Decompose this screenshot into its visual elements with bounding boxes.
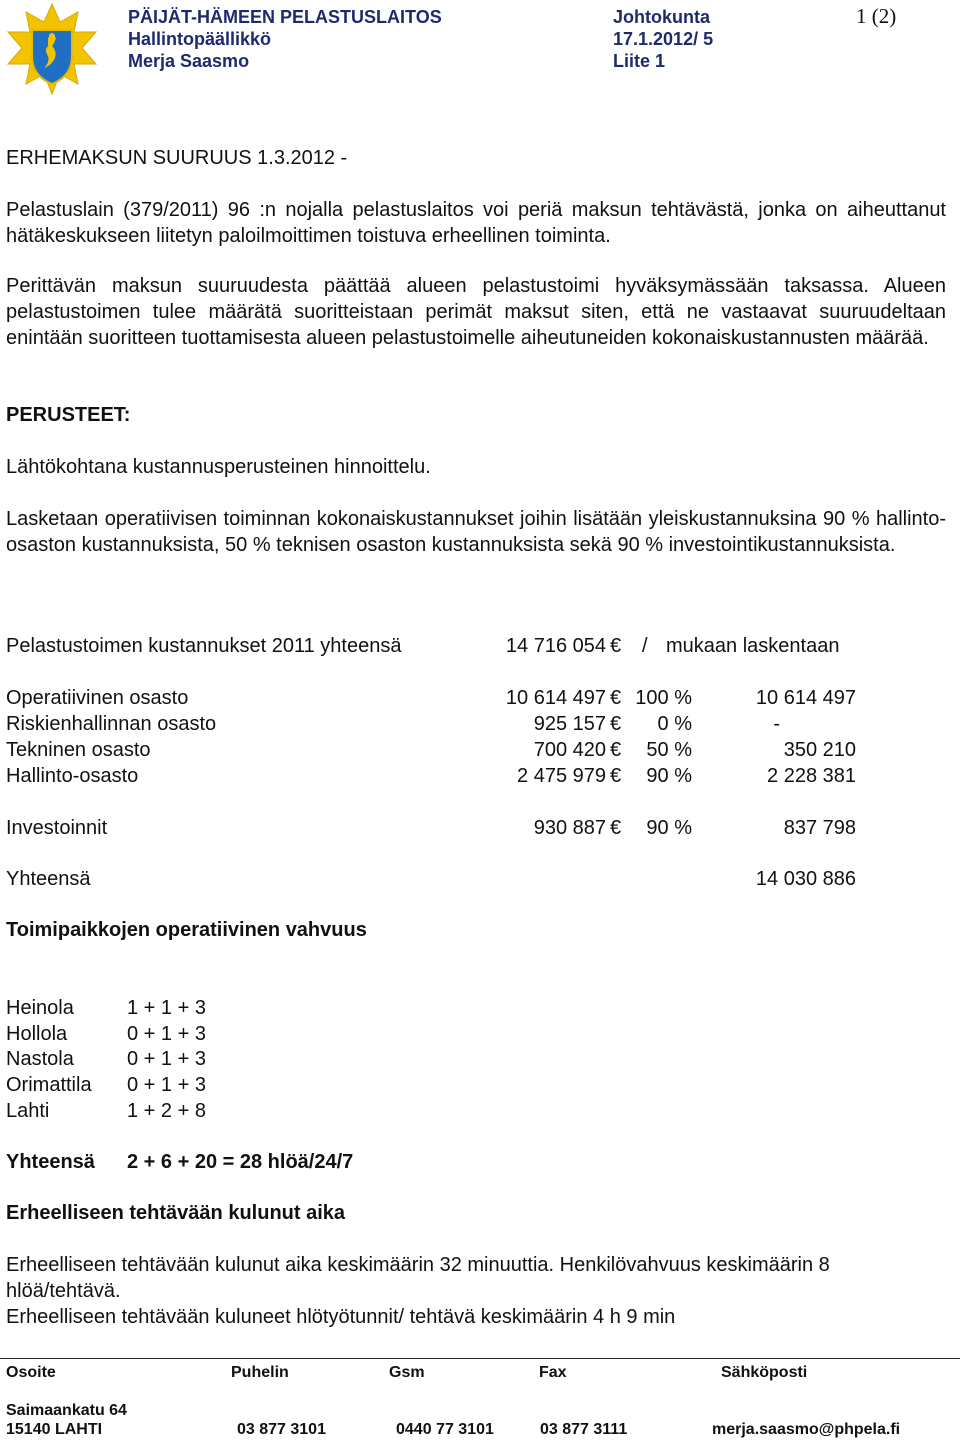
footer-city: 15140 LAHTI [6,1421,103,1438]
cost-row-percent: 100 % [635,687,692,709]
included-column-label: mukaan laskentaan [666,635,840,657]
intro-paragraph: Pelastuslain (379/2011) 96 :n nojalla pelastuslaitos voi periä maksun tehtävästä, jonka on aiheuttanut hätäkeskukseen liitetyn paloilmoittimen toistuva erheellinen toiminta. [6,199,946,247]
footer-street: Saimaankatu 64 [6,1402,127,1419]
cost-row-value: 925 157 [533,713,606,735]
station-strength: 0 + 1 + 3 [127,1023,206,1045]
footer-gsm-label: Gsm [389,1364,425,1381]
header-attachment: Liite 1 [613,51,666,71]
station-name: Nastola [6,1048,74,1070]
header-org: PÄIJÄT-HÄMEEN PELASTUSLAITOS [128,7,442,27]
euro-sign: € [610,817,622,839]
document-title: ERHEMAKSUN SUURUUS 1.3.2012 - [6,147,348,169]
investments-percent: 90 % [646,817,692,839]
basis-paragraph: Lähtökohtana kustannusperusteinen hinnoittelu. [6,456,431,478]
header-date-ref: 17.1.2012/ 5 [613,29,714,49]
cost-row-included: 10 614 497 [755,687,856,709]
cost-row-included: 2 228 381 [767,765,856,787]
cost-total-label: Pelastustoimen kustannukset 2011 yhteensä [6,635,402,657]
investments-row [6,815,856,841]
cost-row-value: 2 475 979 [517,765,606,787]
station-strength: 1 + 2 + 8 [127,1100,206,1122]
euro-sign: € [610,765,622,787]
cost-row [6,685,856,711]
euro-sign: € [610,687,622,709]
cost-row-percent: 90 % [646,765,692,787]
strength-total-label: Yhteensä [6,1151,95,1173]
station-name: Lahti [6,1100,50,1122]
footer-phone-label: Puhelin [231,1364,289,1381]
footer-divider [0,1358,960,1359]
strength-total-value: 2 + 6 + 20 = 28 hlöä/24/7 [127,1151,354,1173]
footer-fax-label: Fax [539,1364,567,1381]
cost-row-percent: 0 % [657,713,692,735]
cost-row [6,763,856,789]
strength-heading: Toimipaikkojen operatiivinen vahvuus [6,919,367,941]
cost-row-value: 10 614 497 [505,687,606,709]
investments-included: 837 798 [783,817,856,839]
header-person: Merja Saasmo [128,51,250,71]
calculation-paragraph: Lasketaan operatiivisen toiminnan kokonaiskustannukset joihin lisätään yleiskustannuksina 90 % hallinto-osaston kustannuksista, 50 % teknisen osaston kustannuksista sekä 90 % investointikustannuksista. [6,508,946,556]
cost-row-label: Operatiivinen osasto [6,687,189,709]
station-name: Hollola [6,1023,68,1045]
investments-label: Investoinnit [6,817,108,839]
cost-row-included: 350 210 [783,739,856,761]
header-board: Johtokunta [613,7,710,27]
time-heading: Erheelliseen tehtävään kulunut aika [6,1202,346,1224]
footer-fax: 03 877 3111 [540,1421,628,1438]
cost-row-percent: 50 % [646,739,692,761]
footer-gsm: 0440 77 3101 [396,1421,494,1438]
cost-row-included: - [773,713,780,735]
cost-row [6,737,856,763]
euro-sign: € [610,713,622,735]
station-strength: 0 + 1 + 3 [127,1074,206,1096]
cost-row-label: Hallinto-osasto [6,765,139,787]
euro-sign: € [610,739,622,761]
cost-total-value: 14 716 054 [505,635,606,657]
footer-email-link[interactable]: merja.saasmo@phpela.fi [712,1421,901,1438]
header-role: Hallintopäällikkö [128,29,272,49]
page-number: 1 (2) [856,4,897,28]
perusteet-heading: PERUSTEET: [6,404,131,426]
cost-sum-label: Yhteensä [6,868,91,890]
cost-row-value: 700 420 [533,739,606,761]
cost-total-row [6,633,856,659]
station-strength: 1 + 1 + 3 [127,997,206,1019]
footer-address-label: Osoite [6,1364,56,1381]
cost-row-label: Tekninen osasto [6,739,151,761]
station-name: Orimattila [6,1074,92,1096]
footer-email-label: Sähköposti [721,1364,808,1381]
cost-row [6,711,856,737]
mermaid-crest-icon [4,2,100,98]
fee-paragraph: Perittävän maksun suuruudesta päättää alueen pelastustoimi hyväksymässään taksassa. Alueen pelastustoimen tulee määrätä suoritteistaan perimät maksut siten, että ne vastaavat suuruudeltaan enintään suoritteen tuottamisesta alueen pelastustoimelle aiheutuneiden kokonaiskustannusten määrää. [6,275,946,349]
investments-value: 930 887 [533,817,606,839]
time-paragraph: Erheelliseen tehtävään kulunut aika keskimäärin 32 minuuttia. Henkilövahvuus keskimäärin 8 hlöä/tehtävä. [6,1254,830,1302]
footer-phone: 03 877 3101 [237,1421,326,1438]
cost-sum-included: 14 030 886 [755,868,856,890]
cost-row-label: Riskienhallinnan osasto [6,713,217,735]
cost-sum-row [6,866,856,892]
station-name: Heinola [6,997,74,1019]
station-strength: 0 + 1 + 3 [127,1048,206,1070]
euro-sign: € [610,635,622,657]
hours-paragraph: Erheelliseen tehtävään kuluneet hlötyötunnit/ tehtävä keskimäärin 4 h 9 min [6,1306,676,1328]
organization-logo [4,2,100,98]
slash-separator: / [642,635,648,657]
